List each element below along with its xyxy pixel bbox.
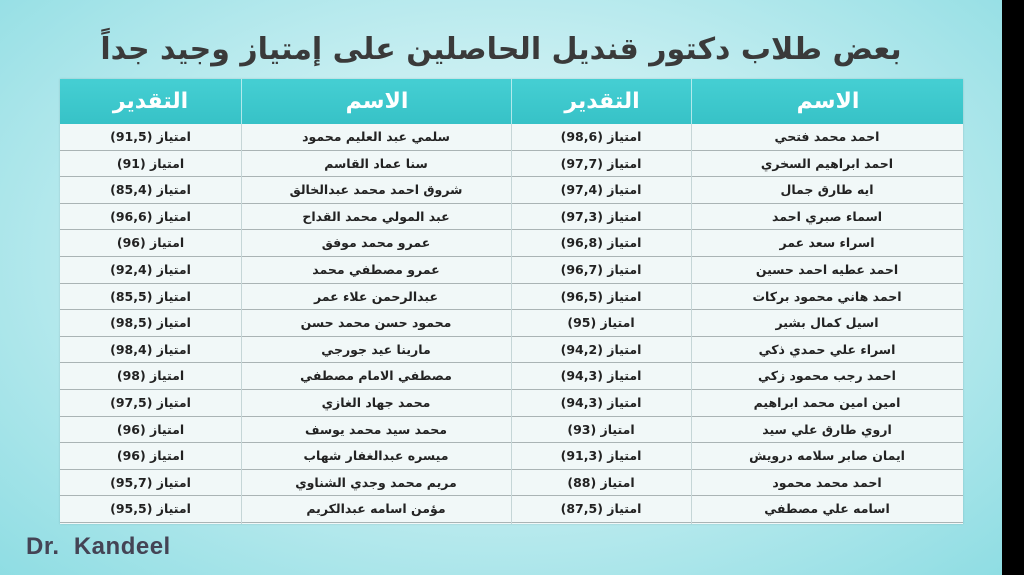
footer-signature: Dr. Kandeel — [26, 533, 171, 560]
name-cell: ايه طارق جمال — [780, 182, 874, 198]
header-grade-right: التقدير — [511, 79, 692, 124]
name-cell: احمد عطيه احمد حسين — [755, 261, 899, 277]
grade-cell: امتياز (96,6) — [110, 208, 191, 224]
grade-cell: امتياز (97,5) — [110, 394, 191, 410]
grade-cell: امتياز (96,8) — [560, 235, 642, 251]
name-cell: اسراء علي حمدي ذكي — [758, 341, 896, 357]
name-cell: سلمي عبد العليم محمود — [302, 129, 450, 144]
name-cell: اروي طارق علي سيد — [762, 421, 892, 437]
name-cell: ايمان صابر سلامه درويش — [749, 448, 905, 464]
grade-cell: امتياز (85,4) — [110, 182, 191, 198]
page-title: بعض طلاب دكتور قنديل الحاصلين على إمتياز وجيد جداً — [100, 32, 902, 67]
name-cell: عبدالرحمن علاء عمر — [313, 288, 439, 304]
name-cell: عمرو مصطفي محمد — [312, 261, 440, 277]
grade-cell: امتياز (98,4) — [110, 341, 191, 357]
students-table — [60, 79, 963, 524]
name-cell: اسامه علي مصطفي — [764, 501, 890, 517]
header-grade-left: التقدير — [112, 89, 189, 114]
name-cell: شروق احمد محمد عبدالخالق — [289, 182, 463, 198]
name-cell: مؤمن اسامه عبدالكريم — [306, 501, 446, 517]
grade-cell: امتياز (94,2) — [560, 341, 642, 357]
name-cell: احمد رجب محمود زكي — [758, 368, 896, 384]
name-cell: مصطفي الامام مصطفي — [300, 368, 452, 384]
grade-cell: امتياز (98,6) — [560, 129, 642, 144]
name-cell: ميسره عبدالغفار شهاب — [303, 448, 449, 464]
grade-cell: امتياز (96,7) — [560, 261, 642, 277]
column-divider — [241, 124, 242, 524]
grade-cell: امتياز (93) — [567, 421, 635, 437]
name-cell: عمرو محمد موفق — [321, 235, 431, 251]
grade-cell: امتياز (95,7) — [110, 474, 191, 490]
name-cell: اسراء سعد عمر — [779, 235, 875, 251]
name-cell: احمد ابراهيم السخري — [760, 155, 894, 171]
grade-cell: امتياز (91,5) — [110, 129, 191, 144]
name-cell: احمد هاني محمود بركات — [752, 288, 902, 304]
column-divider — [511, 124, 512, 524]
header-name-left: الاسم — [241, 79, 512, 124]
grade-cell: امتياز (96) — [116, 421, 185, 437]
grade-cell: امتياز (96) — [116, 448, 185, 464]
table-header — [60, 79, 963, 124]
name-cell: احمد محمد فتحي — [774, 129, 880, 144]
name-cell: مارينا عيد جورجي — [321, 341, 431, 357]
grade-cell: امتياز (96,5) — [560, 288, 642, 304]
grade-cell: امتياز (97,7) — [560, 155, 642, 171]
name-cell: اسيل كمال بشير — [775, 315, 879, 331]
grade-cell: امتياز (95) — [567, 315, 635, 331]
grade-cell: امتياز (94,3) — [560, 394, 642, 410]
grade-cell: امتياز (94,3) — [560, 368, 642, 384]
column-divider — [691, 124, 692, 524]
header-name-right: الاسم — [691, 79, 964, 124]
grade-cell: امتياز (91) — [116, 155, 185, 171]
name-cell: اسماء صبري احمد — [771, 208, 883, 224]
grade-cell: امتياز (97,3) — [560, 208, 642, 224]
name-cell: عبد المولي محمد القداح — [302, 208, 450, 224]
grade-cell: امتياز (96) — [116, 235, 185, 251]
grade-cell: امتياز (85,5) — [110, 288, 191, 304]
grade-cell: امتياز (98) — [116, 368, 185, 384]
grade-cell: امتياز (91,3) — [560, 448, 642, 464]
name-cell: محمود حسن محمد حسن — [300, 315, 452, 331]
grade-cell: امتياز (92,4) — [110, 261, 191, 277]
grade-cell: امتياز (88) — [567, 474, 635, 490]
name-cell: محمد سيد محمد يوسف — [304, 421, 448, 437]
name-cell: مريم محمد وجدي الشناوي — [295, 474, 457, 490]
grade-cell: امتياز (95,5) — [110, 501, 191, 517]
grade-cell: امتياز (97,4) — [560, 182, 642, 198]
name-cell: سنا عماد القاسم — [324, 155, 428, 171]
name-cell: احمد محمد محمود — [772, 474, 882, 490]
name-cell: محمد جهاد الغازي — [321, 394, 431, 410]
name-cell: امين امين محمد ابراهيم — [753, 394, 901, 410]
grade-cell: امتياز (87,5) — [560, 501, 642, 517]
grade-cell: امتياز (98,5) — [110, 315, 191, 331]
